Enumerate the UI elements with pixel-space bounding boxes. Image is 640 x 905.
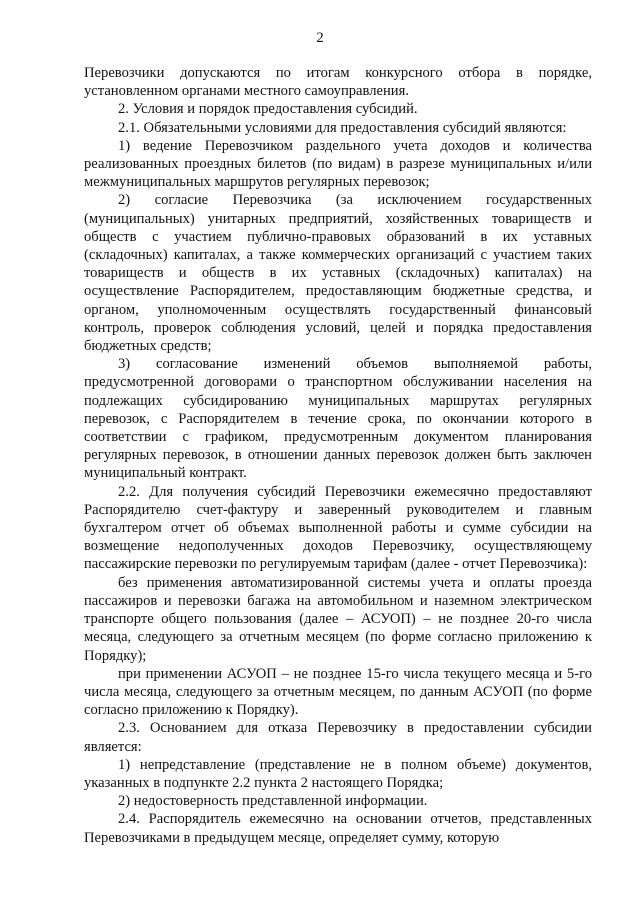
page-number: 2 xyxy=(316,30,324,46)
paragraph: 2) недостоверность представленной информации. xyxy=(118,793,428,810)
paragraph: 2. Условия и порядок предоставления субсидий. xyxy=(118,101,418,118)
paragraph: 2.4. Распорядитель ежемесячно на основании отчетов, представленных Перевозчиками в предыдущем месяце, определяет сумму, которую xyxy=(84,811,592,846)
paragraph: 1) непредставление (представление не в полном объеме) документов, указанных в подпункте 2.2 пункта 2 настоящего Порядка; xyxy=(84,756,592,791)
paragraph: 2) согласие Перевозчика (за исключением государственных (муниципальных) унитарных предприятий, хозяйственных товариществ и обществ с участием публично-правовых образований в их уставных (складочных) капиталах, а также коммерческих организаций с участием таких товариществ и обществ в их уставных (складочных) капиталах) на осуществление Распорядителем, предоставляющим бюджетные средства, и органом, уполномоченным осуществлять государственный финансовый контроль, проверок соблюдения условий, целей и порядка предоставления бюджетных средств; xyxy=(84,192,592,355)
paragraph: 2.3. Основанием для отказа Перевозчику в предоставлении субсидии является: xyxy=(84,720,592,755)
document-body xyxy=(84,64,592,847)
paragraph: 2.2. Для получения субсидий Перевозчики ежемесячно предоставляют Распорядителю счет-фактуру и заверенный руководителем и главным бухгалтером отчет об объемах выполненной работы и сумме субсидии на возмещение недополученных доходов Перевозчику, осуществляющему пассажирские перевозки по регулируемым тарифам (далее - отчет Перевозчика): xyxy=(84,483,592,573)
paragraph: при применении АСУОП – не позднее 15-го числа текущего месяца и 5-го числа месяца, следующего за отчетным месяцем, по данным АСУОП (по форме согласно приложению к Порядку). xyxy=(84,665,592,719)
paragraph: 1) ведение Перевозчиком раздельного учета доходов и количества реализованных проездных билетов (по видам) в разрезе муниципальных и/или межмуниципальных маршрутов регулярных перевозок; xyxy=(84,137,592,191)
paragraph: 3) согласование изменений объемов выполняемой работы, предусмотренной договорами о транспортном обслуживании населения на подлежащих субсидированию муниципальных маршрутах регулярных перевозок, с Распорядителем в течение срока, по окончании которого в соответствии с графиком, предусмотренным документом планирования регулярных перевозок, в отношении данных перевозок должен быть заключен муниципальный контракт. xyxy=(84,356,592,482)
paragraph: Перевозчики допускаются по итогам конкурсного отбора в порядке, установленном органами местного самоуправления. xyxy=(84,65,592,100)
paragraph: без применения автоматизированной системы учета и оплаты проезда пассажиров и перевозки багажа на автомобильном и наземном электрическом транспорте общего пользования (далее – АСУОП) – не позднее 20-го числа месяца, следующего за отчетным месяцем (по форме согласно приложению к Порядку); xyxy=(84,574,592,664)
paragraph: 2.1. Обязательными условиями для предоставления субсидий являются: xyxy=(118,119,567,136)
